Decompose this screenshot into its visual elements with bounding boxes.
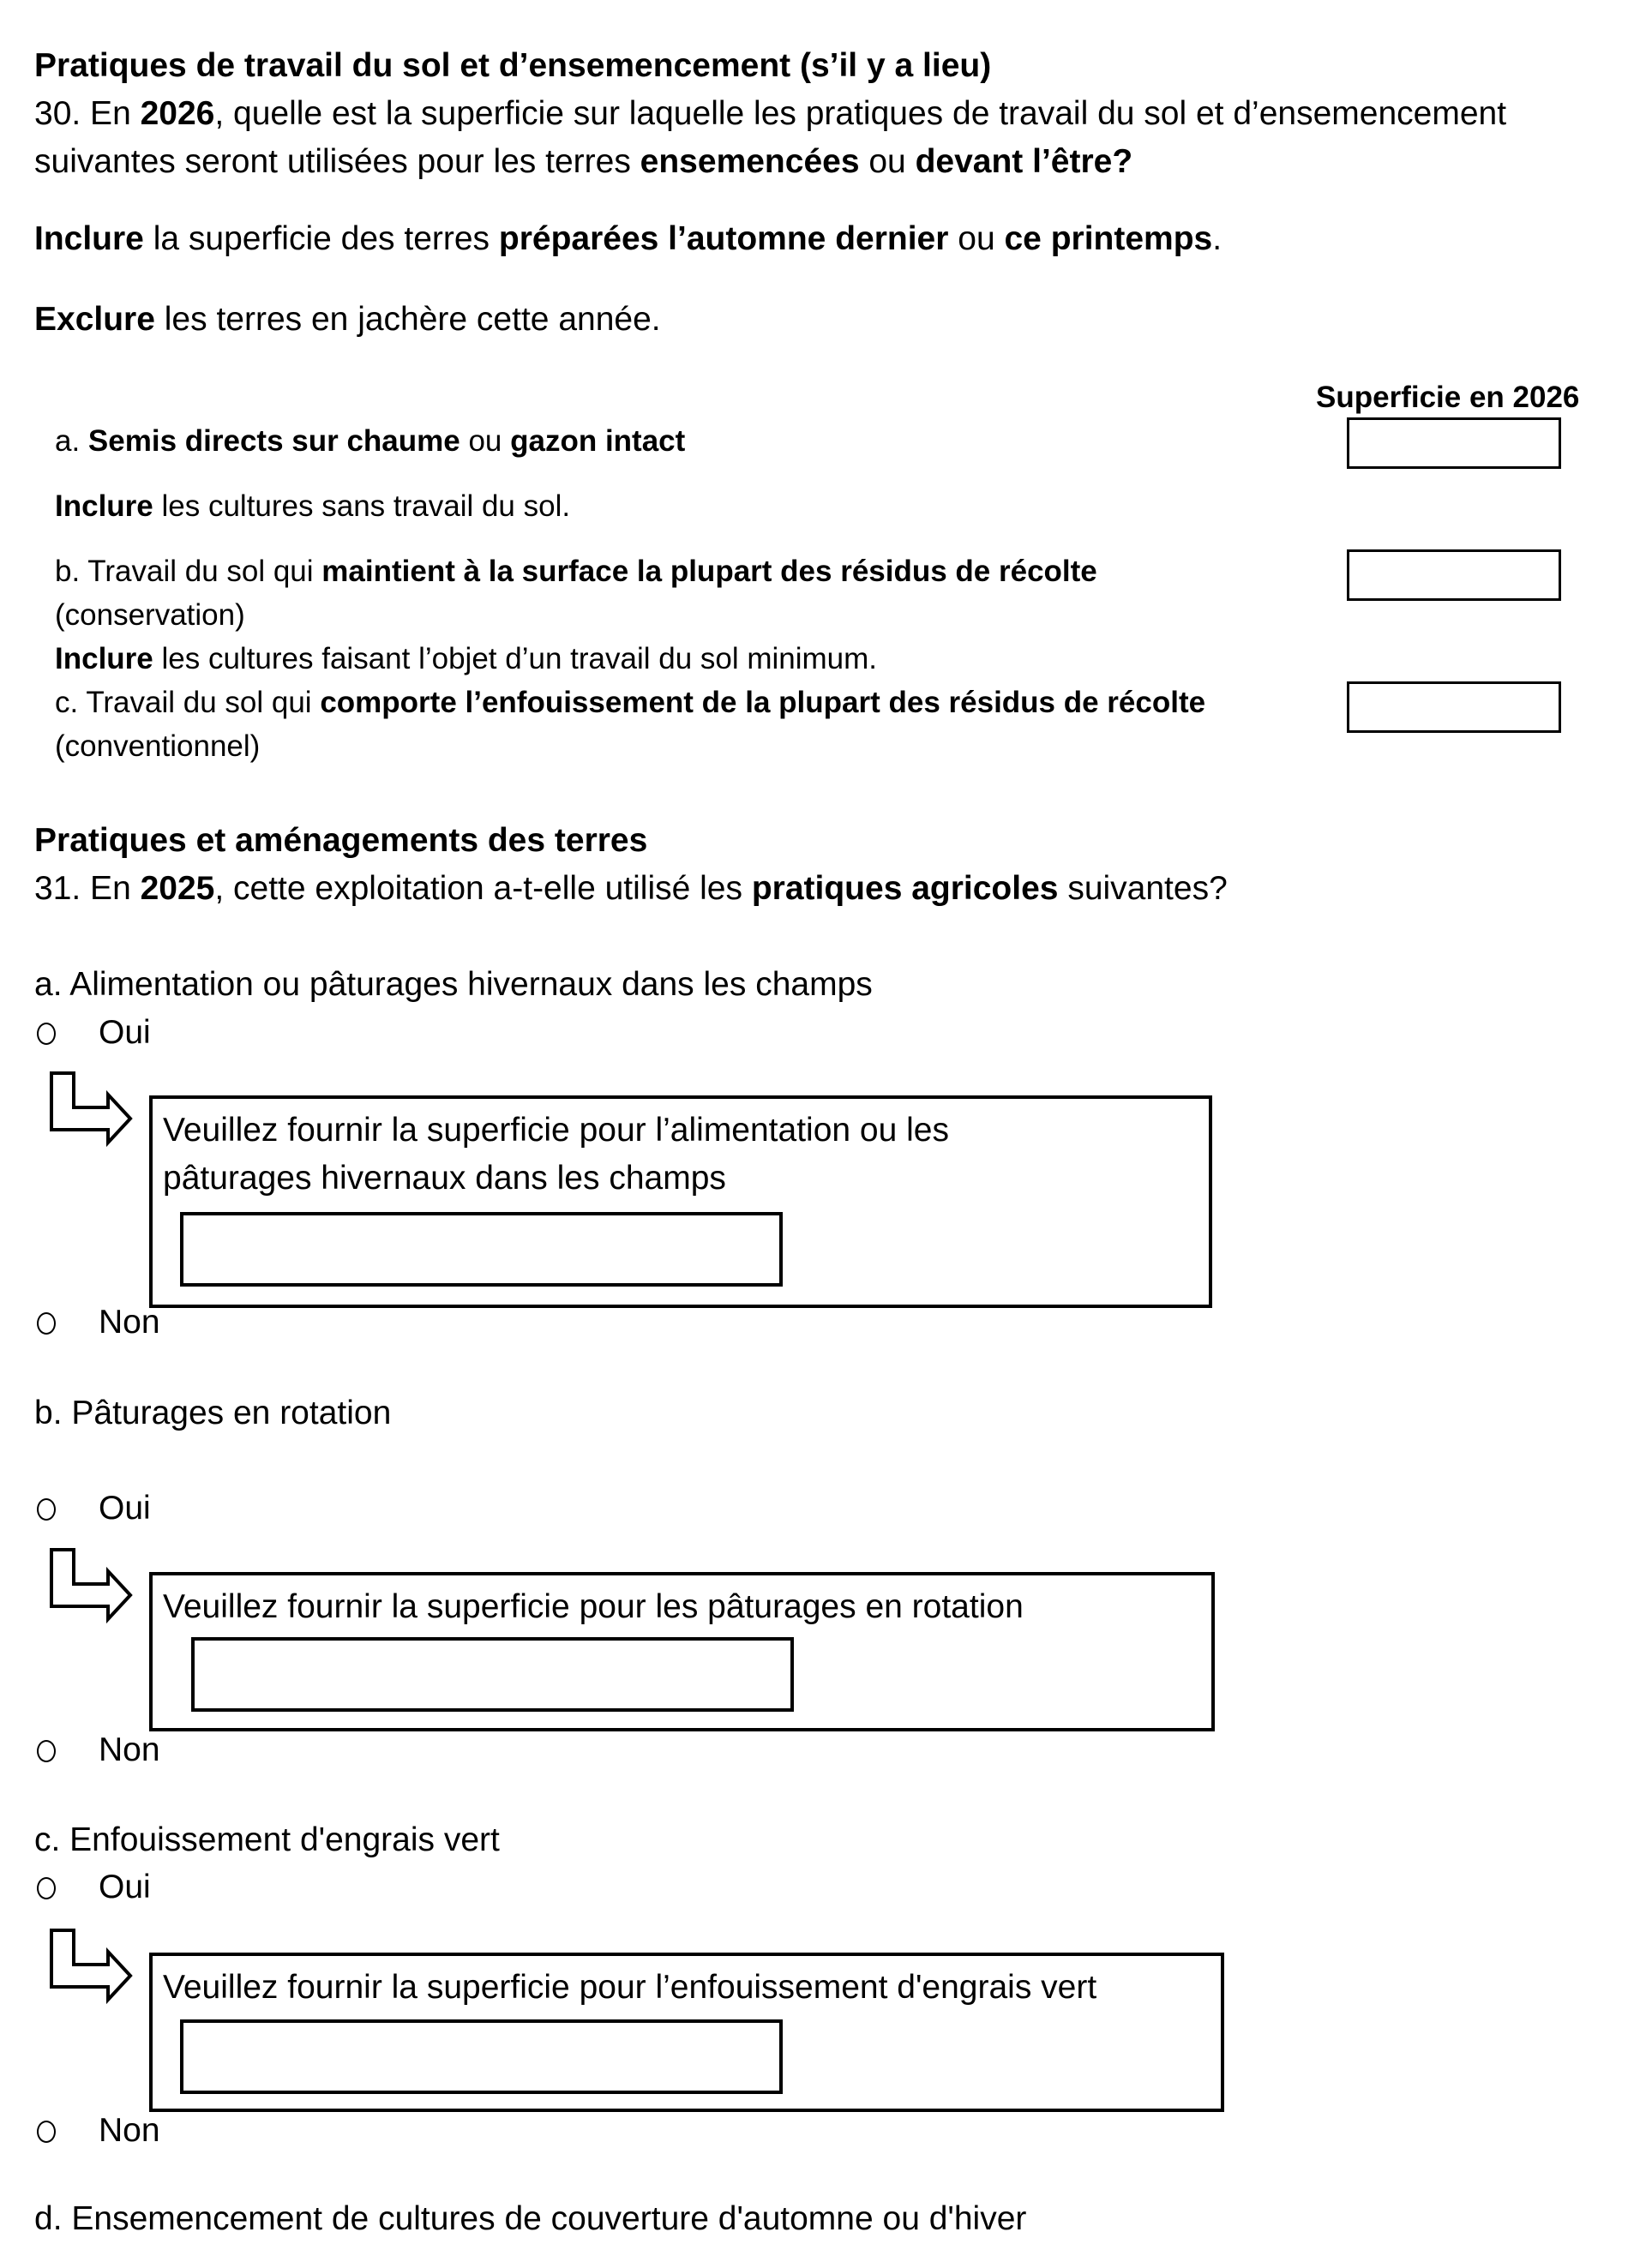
item-30b-label-line2: (conservation) [55, 598, 245, 632]
section-title-land-practices: Pratiques et aménagements des terres [34, 822, 648, 859]
radio-31a-non-label: Non [99, 1304, 160, 1341]
area-input-31c[interactable] [180, 2019, 783, 2094]
item-30a-note: Inclure les cultures sans travail du sol. [55, 489, 571, 523]
follow-up-arrow-icon [48, 1548, 134, 1625]
question-30-line2: suivantes seront utilisées pour les terres ensemencées ou devant l’être? [34, 143, 1133, 180]
area-input-30a[interactable] [1347, 417, 1561, 469]
follow-up-prompt-31a: Veuillez fournir la superficie pour l’alimentation ou les [163, 1112, 949, 1149]
item-31b-label: b. Pâturages en rotation [34, 1395, 392, 1431]
radio-31a-non[interactable] [37, 1312, 56, 1335]
question-30-line1: 30. En 2026, quelle est la superficie sur laquelle les pratiques de travail du sol et d’ensemencement [34, 95, 1507, 132]
radio-31b-oui[interactable] [37, 1498, 56, 1521]
area-input-30b[interactable] [1347, 549, 1561, 601]
item-30b-note: Inclure les cultures faisant l’objet d’un travail du sol minimum. [55, 642, 878, 675]
radio-31a-oui-label: Oui [99, 1014, 151, 1051]
radio-31b-oui-label: Oui [99, 1490, 151, 1527]
question-30-include: Inclure la superficie des terres préparées l’automne dernier ou ce printemps. [34, 220, 1222, 257]
item-30c-label-line2: (conventionnel) [55, 729, 261, 763]
radio-31b-non[interactable] [37, 1740, 56, 1762]
item-31c-label: c. Enfouissement d'engrais vert [34, 1821, 500, 1858]
radio-31c-oui-label: Oui [99, 1869, 151, 1905]
radio-31c-non[interactable] [37, 2121, 56, 2143]
item-30b-label: b. Travail du sol qui maintient à la surface la plupart des résidus de récolte [55, 555, 1097, 588]
section-title-tillage: Pratiques de travail du sol et d’ensemencement (s’il y a lieu) [34, 47, 992, 84]
item-31a-label: a. Alimentation ou pâturages hivernaux dans les champs [34, 966, 873, 1003]
area-input-30c[interactable] [1347, 681, 1561, 733]
item-30a-label: a. Semis directs sur chaume ou gazon intact [55, 424, 686, 458]
question-31-text: 31. En 2025, cette exploitation a-t-elle utilisé les pratiques agricoles suivantes? [34, 870, 1228, 907]
radio-31c-oui[interactable] [37, 1877, 56, 1899]
radio-31b-non-label: Non [99, 1731, 160, 1768]
follow-up-arrow-icon [48, 1929, 134, 2006]
follow-up-prompt-31a-line2: pâturages hivernaux dans les champs [163, 1160, 726, 1197]
area-input-31a[interactable] [180, 1212, 783, 1287]
follow-up-prompt-31c: Veuillez fournir la superficie pour l’enfouissement d'engrais vert [163, 1969, 1097, 2006]
area-input-31b[interactable] [191, 1637, 794, 1712]
question-30-exclude: Exclure les terres en jachère cette année. [34, 301, 661, 338]
item-31d-label: d. Ensemencement de cultures de couverture d'automne ou d'hiver [34, 2200, 1027, 2237]
radio-31c-non-label: Non [99, 2112, 160, 2149]
follow-up-prompt-31b: Veuillez fournir la superficie pour les pâturages en rotation [163, 1588, 1024, 1625]
column-header-area-2026: Superficie en 2026 [1316, 381, 1580, 414]
radio-31a-oui[interactable] [37, 1023, 56, 1045]
item-30c-label: c. Travail du sol qui comporte l’enfouissement de la plupart des résidus de récolte [55, 686, 1206, 719]
follow-up-arrow-icon [48, 1071, 134, 1149]
